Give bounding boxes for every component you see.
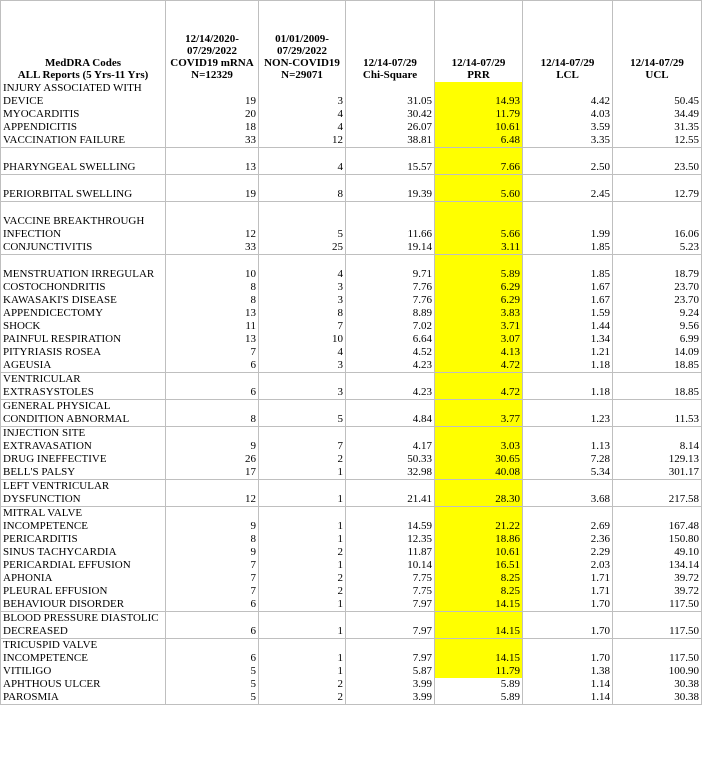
noncovid-cell: 4	[259, 121, 346, 134]
lcl-cell: 1.14	[523, 678, 613, 691]
prr-cell: 3.11	[435, 241, 523, 255]
noncovid-cell: 2	[259, 691, 346, 705]
ucl-cell: 8.14	[613, 427, 702, 454]
table-body	[1, 82, 702, 705]
noncovid-cell: 3	[259, 82, 346, 108]
covid-cell: 20	[166, 108, 259, 121]
prr-cell: 10.61	[435, 546, 523, 559]
table-row	[1, 373, 702, 400]
prr-cell: 5.89	[435, 678, 523, 691]
prr-cell: 10.61	[435, 121, 523, 134]
prr-cell: 18.86	[435, 533, 523, 546]
ucl-cell: 117.50	[613, 639, 702, 666]
prr-cell: 6.48	[435, 134, 523, 148]
noncovid-cell: 8	[259, 175, 346, 202]
noncovid-cell: 1	[259, 665, 346, 678]
covid-cell: 33	[166, 134, 259, 148]
chisq-cell: 21.41	[346, 480, 435, 507]
noncovid-cell: 1	[259, 533, 346, 546]
lcl-cell: 3.35	[523, 134, 613, 148]
ucl-cell: 18.79	[613, 255, 702, 282]
table-row	[1, 255, 702, 282]
ucl-cell: 117.50	[613, 598, 702, 612]
chisq-cell: 9.71	[346, 255, 435, 282]
noncovid-cell: 2	[259, 572, 346, 585]
ucl-cell: 31.35	[613, 121, 702, 134]
chisq-cell: 14.59	[346, 507, 435, 534]
prr-cell: 16.51	[435, 559, 523, 572]
covid-cell: 6	[166, 612, 259, 639]
lcl-cell: 1.18	[523, 373, 613, 400]
ucl-cell: 129.13	[613, 453, 702, 466]
noncovid-cell: 2	[259, 585, 346, 598]
meddra-term: PAINFUL RESPIRATION	[1, 333, 166, 346]
covid-cell: 12	[166, 480, 259, 507]
noncovid-cell: 4	[259, 346, 346, 359]
ucl-cell: 34.49	[613, 108, 702, 121]
meddra-term: TRICUSPID VALVE INCOMPETENCE	[1, 639, 166, 666]
chisq-cell: 32.98	[346, 466, 435, 480]
covid-cell: 8	[166, 400, 259, 427]
chisq-cell: 7.75	[346, 585, 435, 598]
ucl-cell: 150.80	[613, 533, 702, 546]
prr-cell: 5.60	[435, 175, 523, 202]
table-row	[1, 585, 702, 598]
table-row	[1, 665, 702, 678]
lcl-cell: 1.67	[523, 294, 613, 307]
chisq-cell: 10.14	[346, 559, 435, 572]
ucl-cell: 100.90	[613, 665, 702, 678]
lcl-cell: 5.34	[523, 466, 613, 480]
prr-cell: 3.03	[435, 427, 523, 454]
ucl-cell: 18.85	[613, 359, 702, 373]
covid-cell: 6	[166, 373, 259, 400]
prr-cell: 5.89	[435, 691, 523, 705]
chisq-cell: 7.97	[346, 612, 435, 639]
noncovid-cell: 5	[259, 202, 346, 242]
meddra-term: VITILIGO	[1, 665, 166, 678]
covid-cell: 33	[166, 241, 259, 255]
covid-cell: 5	[166, 665, 259, 678]
lcl-cell: 2.69	[523, 507, 613, 534]
noncovid-cell: 2	[259, 546, 346, 559]
lcl-cell: 1.44	[523, 320, 613, 333]
noncovid-cell: 1	[259, 480, 346, 507]
meddra-term: APHONIA	[1, 572, 166, 585]
header-chi-square: 12/14-07/29 Chi-Square	[346, 1, 435, 83]
table-row	[1, 202, 702, 242]
table-row	[1, 281, 702, 294]
meddra-term: SINUS TACHYCARDIA	[1, 546, 166, 559]
covid-cell: 9	[166, 427, 259, 454]
noncovid-cell: 1	[259, 559, 346, 572]
header-noncovid-reports: 01/01/2009- 07/29/2022 NON-COVID19 N=29071	[259, 1, 346, 83]
prr-cell: 3.77	[435, 400, 523, 427]
ucl-cell: 12.55	[613, 134, 702, 148]
meddra-term: APHTHOUS ULCER	[1, 678, 166, 691]
ucl-cell: 16.06	[613, 202, 702, 242]
meddra-term: PERICARDIAL EFFUSION	[1, 559, 166, 572]
prr-cell: 4.13	[435, 346, 523, 359]
prr-cell: 14.15	[435, 598, 523, 612]
ucl-cell: 14.09	[613, 346, 702, 359]
prr-cell: 4.72	[435, 373, 523, 400]
ucl-cell: 117.50	[613, 612, 702, 639]
ucl-cell: 49.10	[613, 546, 702, 559]
noncovid-cell: 1	[259, 598, 346, 612]
meddra-term: CONJUNCTIVITIS	[1, 241, 166, 255]
prr-cell: 6.29	[435, 294, 523, 307]
lcl-cell: 1.85	[523, 255, 613, 282]
meddra-term: PAROSMIA	[1, 691, 166, 705]
prr-cell: 28.30	[435, 480, 523, 507]
noncovid-cell: 2	[259, 453, 346, 466]
prr-cell: 8.25	[435, 585, 523, 598]
covid-cell: 8	[166, 281, 259, 294]
covid-cell: 17	[166, 466, 259, 480]
table-row	[1, 507, 702, 534]
table-row	[1, 546, 702, 559]
chisq-cell: 4.84	[346, 400, 435, 427]
header-row	[1, 1, 702, 83]
lcl-cell: 1.71	[523, 572, 613, 585]
table-row	[1, 241, 702, 255]
table-row	[1, 559, 702, 572]
meddra-term: VENTRICULAR EXTRASYSTOLES	[1, 373, 166, 400]
covid-cell: 6	[166, 598, 259, 612]
lcl-cell: 4.42	[523, 82, 613, 108]
lcl-cell: 2.45	[523, 175, 613, 202]
ucl-cell: 23.50	[613, 148, 702, 175]
prr-cell: 7.66	[435, 148, 523, 175]
prr-cell: 14.15	[435, 612, 523, 639]
meddra-term: KAWASAKI'S DISEASE	[1, 294, 166, 307]
header-prr: 12/14-07/29 PRR	[435, 1, 523, 83]
covid-cell: 18	[166, 121, 259, 134]
meddra-term: VACCINE BREAKTHROUGH INFECTION	[1, 202, 166, 242]
table-row	[1, 639, 702, 666]
prr-cell: 3.07	[435, 333, 523, 346]
meddra-term: INJECTION SITE EXTRAVASATION	[1, 427, 166, 454]
meddra-term: MITRAL VALVE INCOMPETENCE	[1, 507, 166, 534]
lcl-cell: 1.70	[523, 612, 613, 639]
noncovid-cell: 7	[259, 427, 346, 454]
table-row	[1, 82, 702, 108]
ucl-cell: 134.14	[613, 559, 702, 572]
lcl-cell: 1.85	[523, 241, 613, 255]
ucl-cell: 11.53	[613, 400, 702, 427]
ucl-cell: 5.23	[613, 241, 702, 255]
meddra-term: BEHAVIOUR DISORDER	[1, 598, 166, 612]
prr-cell: 4.72	[435, 359, 523, 373]
lcl-cell: 1.34	[523, 333, 613, 346]
prr-cell: 8.25	[435, 572, 523, 585]
meddra-term: INJURY ASSOCIATED WITH DEVICE	[1, 82, 166, 108]
table-row	[1, 359, 702, 373]
table-row	[1, 320, 702, 333]
meddra-term: BELL'S PALSY	[1, 466, 166, 480]
table-row	[1, 427, 702, 454]
covid-cell: 10	[166, 255, 259, 282]
prr-cell: 5.66	[435, 202, 523, 242]
covid-cell: 7	[166, 572, 259, 585]
prr-cell: 6.29	[435, 281, 523, 294]
chisq-cell: 7.02	[346, 320, 435, 333]
prr-cell: 3.71	[435, 320, 523, 333]
covid-cell: 26	[166, 453, 259, 466]
covid-cell: 7	[166, 559, 259, 572]
noncovid-cell: 4	[259, 255, 346, 282]
noncovid-cell: 25	[259, 241, 346, 255]
chisq-cell: 7.76	[346, 281, 435, 294]
table-row	[1, 533, 702, 546]
lcl-cell: 1.13	[523, 427, 613, 454]
covid-cell: 9	[166, 546, 259, 559]
ucl-cell: 50.45	[613, 82, 702, 108]
covid-cell: 13	[166, 148, 259, 175]
chisq-cell: 8.89	[346, 307, 435, 320]
ucl-cell: 23.70	[613, 281, 702, 294]
covid-cell: 19	[166, 82, 259, 108]
lcl-cell: 1.38	[523, 665, 613, 678]
ucl-cell: 301.17	[613, 466, 702, 480]
prr-cell: 30.65	[435, 453, 523, 466]
table-row	[1, 346, 702, 359]
table-row	[1, 691, 702, 705]
covid-cell: 13	[166, 307, 259, 320]
noncovid-cell: 1	[259, 612, 346, 639]
noncovid-cell: 4	[259, 108, 346, 121]
chisq-cell: 4.23	[346, 359, 435, 373]
covid-cell: 9	[166, 507, 259, 534]
covid-cell: 19	[166, 175, 259, 202]
table-row	[1, 175, 702, 202]
ucl-cell: 39.72	[613, 585, 702, 598]
ucl-cell: 18.85	[613, 373, 702, 400]
lcl-cell: 1.23	[523, 400, 613, 427]
chisq-cell: 12.35	[346, 533, 435, 546]
lcl-cell: 2.03	[523, 559, 613, 572]
table-row	[1, 572, 702, 585]
covid-cell: 11	[166, 320, 259, 333]
ucl-cell: 12.79	[613, 175, 702, 202]
chisq-cell: 7.75	[346, 572, 435, 585]
lcl-cell: 2.29	[523, 546, 613, 559]
noncovid-cell: 3	[259, 281, 346, 294]
chisq-cell: 7.76	[346, 294, 435, 307]
chisq-cell: 38.81	[346, 134, 435, 148]
table-row	[1, 307, 702, 320]
meddra-term: PLEURAL EFFUSION	[1, 585, 166, 598]
noncovid-cell: 3	[259, 294, 346, 307]
ucl-cell: 30.38	[613, 691, 702, 705]
lcl-cell: 1.99	[523, 202, 613, 242]
meddra-term: VACCINATION FAILURE	[1, 134, 166, 148]
meddra-term: LEFT VENTRICULAR DYSFUNCTION	[1, 480, 166, 507]
meddra-term: PHARYNGEAL SWELLING	[1, 148, 166, 175]
ucl-cell: 23.70	[613, 294, 702, 307]
ucl-cell: 30.38	[613, 678, 702, 691]
header-ucl: 12/14-07/29 UCL	[613, 1, 702, 83]
noncovid-cell: 3	[259, 359, 346, 373]
prr-cell: 3.83	[435, 307, 523, 320]
noncovid-cell: 5	[259, 400, 346, 427]
ucl-cell: 9.56	[613, 320, 702, 333]
covid-cell: 6	[166, 359, 259, 373]
table-row	[1, 480, 702, 507]
table-row	[1, 678, 702, 691]
header-covid-reports: 12/14/2020- 07/29/2022 COVID19 mRNA N=12329	[166, 1, 259, 83]
chisq-cell: 7.97	[346, 639, 435, 666]
lcl-cell: 1.14	[523, 691, 613, 705]
prr-cell: 11.79	[435, 108, 523, 121]
noncovid-cell: 8	[259, 307, 346, 320]
meddra-term: COSTOCHONDRITIS	[1, 281, 166, 294]
covid-cell: 5	[166, 678, 259, 691]
header-lcl: 12/14-07/29 LCL	[523, 1, 613, 83]
chisq-cell: 4.52	[346, 346, 435, 359]
chisq-cell: 4.23	[346, 373, 435, 400]
prr-cell: 14.93	[435, 82, 523, 108]
table-row	[1, 400, 702, 427]
meddra-term: MYOCARDITIS	[1, 108, 166, 121]
covid-cell: 5	[166, 691, 259, 705]
noncovid-cell: 12	[259, 134, 346, 148]
table-row	[1, 294, 702, 307]
noncovid-cell: 10	[259, 333, 346, 346]
lcl-cell: 3.68	[523, 480, 613, 507]
ucl-cell: 39.72	[613, 572, 702, 585]
chisq-cell: 3.99	[346, 691, 435, 705]
covid-cell: 12	[166, 202, 259, 242]
prr-cell: 5.89	[435, 255, 523, 282]
noncovid-cell: 1	[259, 507, 346, 534]
chisq-cell: 11.66	[346, 202, 435, 242]
chisq-cell: 7.97	[346, 598, 435, 612]
lcl-cell: 1.21	[523, 346, 613, 359]
covid-cell: 13	[166, 333, 259, 346]
lcl-cell: 1.59	[523, 307, 613, 320]
noncovid-cell: 3	[259, 373, 346, 400]
chisq-cell: 30.42	[346, 108, 435, 121]
chisq-cell: 50.33	[346, 453, 435, 466]
meddra-term: MENSTRUATION IRREGULAR	[1, 255, 166, 282]
lcl-cell: 4.03	[523, 108, 613, 121]
meddra-term: APPENDICITIS	[1, 121, 166, 134]
covid-cell: 8	[166, 533, 259, 546]
table-row	[1, 598, 702, 612]
covid-cell: 8	[166, 294, 259, 307]
meddra-term: GENERAL PHYSICAL CONDITION ABNORMAL	[1, 400, 166, 427]
noncovid-cell: 1	[259, 639, 346, 666]
noncovid-cell: 2	[259, 678, 346, 691]
lcl-cell: 1.70	[523, 639, 613, 666]
meddra-term: PITYRIASIS ROSEA	[1, 346, 166, 359]
noncovid-cell: 7	[259, 320, 346, 333]
lcl-cell: 7.28	[523, 453, 613, 466]
ucl-cell: 167.48	[613, 507, 702, 534]
meddra-term: AGEUSIA	[1, 359, 166, 373]
covid-cell: 7	[166, 585, 259, 598]
covid-cell: 7	[166, 346, 259, 359]
lcl-cell: 1.70	[523, 598, 613, 612]
lcl-cell: 2.36	[523, 533, 613, 546]
prr-cell: 21.22	[435, 507, 523, 534]
chisq-cell: 6.64	[346, 333, 435, 346]
table-row	[1, 148, 702, 175]
chisq-cell: 26.07	[346, 121, 435, 134]
noncovid-cell: 1	[259, 466, 346, 480]
meddra-term: SHOCK	[1, 320, 166, 333]
table-row	[1, 466, 702, 480]
prr-cell: 11.79	[435, 665, 523, 678]
chisq-cell: 19.39	[346, 175, 435, 202]
lcl-cell: 3.59	[523, 121, 613, 134]
chisq-cell: 5.87	[346, 665, 435, 678]
chisq-cell: 15.57	[346, 148, 435, 175]
lcl-cell: 2.50	[523, 148, 613, 175]
ucl-cell: 6.99	[613, 333, 702, 346]
chisq-cell: 11.87	[346, 546, 435, 559]
lcl-cell: 1.18	[523, 359, 613, 373]
prr-cell: 14.15	[435, 639, 523, 666]
header-meddra-codes: MedDRA Codes ALL Reports (5 Yrs-11 Yrs)	[1, 1, 166, 83]
lcl-cell: 1.67	[523, 281, 613, 294]
table-row	[1, 612, 702, 639]
covid-cell: 6	[166, 639, 259, 666]
chisq-cell: 3.99	[346, 678, 435, 691]
meddra-term: BLOOD PRESSURE DIASTOLIC DECREASED	[1, 612, 166, 639]
chisq-cell: 4.17	[346, 427, 435, 454]
table-row	[1, 333, 702, 346]
meddra-term: PERIORBITAL SWELLING	[1, 175, 166, 202]
meddra-term: APPENDICECTOMY	[1, 307, 166, 320]
ucl-cell: 217.58	[613, 480, 702, 507]
noncovid-cell: 4	[259, 148, 346, 175]
prr-cell: 40.08	[435, 466, 523, 480]
table-row	[1, 134, 702, 148]
meddra-term: DRUG INEFFECTIVE	[1, 453, 166, 466]
table-row	[1, 453, 702, 466]
chisq-cell: 19.14	[346, 241, 435, 255]
chisq-cell: 31.05	[346, 82, 435, 108]
lcl-cell: 1.71	[523, 585, 613, 598]
ucl-cell: 9.24	[613, 307, 702, 320]
table-row	[1, 121, 702, 134]
meddra-term: PERICARDITIS	[1, 533, 166, 546]
table-row	[1, 108, 702, 121]
